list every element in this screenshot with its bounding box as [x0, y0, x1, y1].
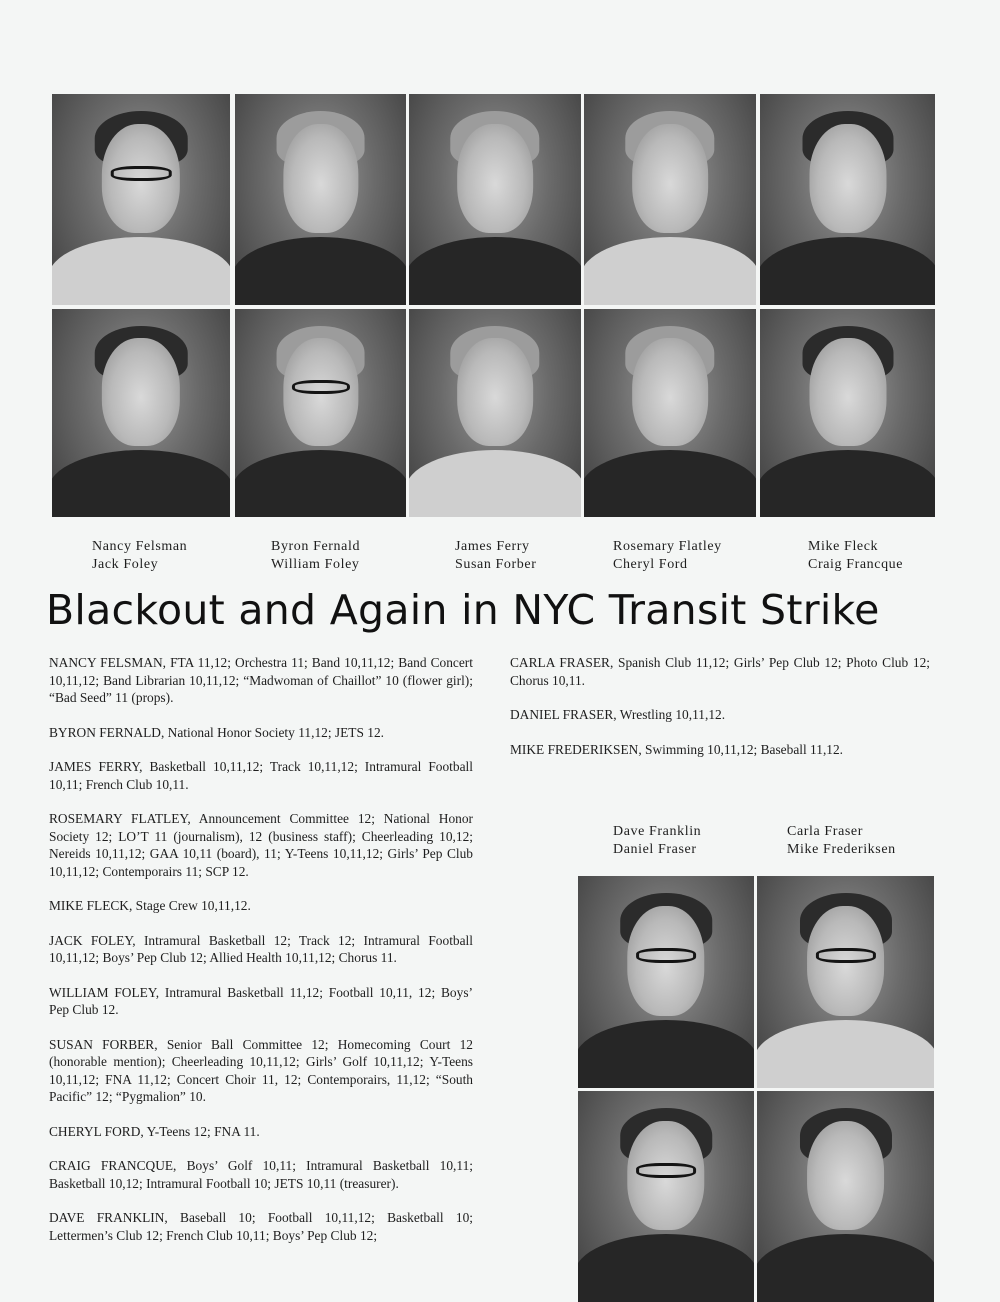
caption-name: Dave Franklin — [613, 824, 702, 839]
senior-entry: MIKE FREDERIKSEN, Swimming 10,11,12; Baseball 11,12. — [510, 741, 844, 757]
portrait-mike-fleck — [760, 94, 935, 305]
caption-name: Susan Forber — [455, 557, 537, 572]
senior-entry: SUSAN FORBER, Senior Ball Committee 12; Homecoming Court 12 (honorable mention); Cheerleading 10,11,12; Girls’ Golf 10,11,12; Y-Teens 10,11,12; FNA 11,12; Concert Choir 11, 12; Contemporairs, 11,12; “South Pacific” 12; “Pygmalion” 10. — [49, 1036, 473, 1104]
caption-name: Craig Francque — [808, 557, 904, 572]
senior-entry: NANCY FELSMAN, FTA 11,12; Orchestra 11; Band 10,11,12; Band Concert 10,11,12; Band Librarian 10,11,12; “Madwoman of Chaillot” 10 (flower girl); “Bad Seed” 11 (props). — [49, 655, 473, 705]
caption-name: Carla Fraser — [787, 824, 864, 839]
caption-name: James Ferry — [455, 539, 530, 554]
caption-name: Cheryl Ford — [613, 557, 688, 572]
caption-name: Daniel Fraser — [613, 842, 697, 857]
caption-column-3 — [455, 538, 536, 574]
page-headline: Blackout and Again in NYC Transit Strike — [46, 586, 880, 634]
senior-entry: DANIEL FRASER, Wrestling 10,11,12. — [510, 707, 726, 722]
caption-column-5 — [808, 538, 903, 574]
caption-name: Mike Fleck — [808, 539, 879, 554]
portrait-cheryl-ford — [584, 309, 756, 517]
caption-column-1 — [92, 538, 187, 574]
caption-name: Rosemary Flatley — [613, 539, 722, 554]
senior-entry: BYRON FERNALD, National Honor Society 11,12; JETS 12. — [49, 724, 385, 740]
caption-column-4 — [613, 538, 722, 574]
portrait-mike-frederiksen — [757, 1091, 934, 1302]
portrait-william-foley — [235, 309, 406, 517]
portrait-james-ferry — [409, 94, 581, 305]
caption-name: Nancy Felsman — [92, 539, 188, 554]
portrait-daniel-fraser — [578, 1091, 754, 1302]
senior-entry: CHERYL FORD, Y-Teens 12; FNA 11. — [49, 1123, 260, 1139]
caption-name: Byron Fernald — [271, 539, 361, 554]
senior-entry: CRAIG FRANCQUE, Boys’ Golf 10,11; Intramural Basketball 10,11; Basketball 10,12; Intramural Football 10; JETS 10,11 (treasurer). — [49, 1158, 473, 1191]
portrait-nancy-felsman — [52, 94, 230, 305]
portrait-byron-fernald — [235, 94, 406, 305]
caption-name: Mike Frederiksen — [787, 842, 896, 857]
caption-column-bottom-1 — [613, 823, 701, 859]
senior-entry: JAMES FERRY, Basketball 10,11,12; Track 10,11,12; Intramural Football 10,11; French Club 10,11. — [49, 759, 473, 792]
caption-name: Jack Foley — [92, 557, 159, 572]
caption-name: William Foley — [271, 557, 360, 572]
portrait-craig-francque — [760, 309, 935, 517]
senior-activities-left-column — [49, 654, 473, 1261]
caption-column-2 — [271, 538, 360, 574]
senior-entry: ROSEMARY FLATLEY, Announcement Committee 12; National Honor Society 12; LO’T 11 (journalism), 12 (business staff); Cheerleading 10,12; Nereids 10,11,12; GAA 10,11 (board), 11; Y-Teens 10,11,12; Girls’ Pep Club 10,11,12; Contemporairs 11; SCP 12. — [49, 811, 473, 879]
caption-column-bottom-2 — [787, 823, 896, 859]
senior-entry: WILLIAM FOLEY, Intramural Basketball 11,12; Football 10,11, 12; Boys’ Pep Club 12. — [49, 984, 473, 1017]
senior-entry: CARLA FRASER, Spanish Club 11,12; Girls’ Pep Club 12; Photo Club 12; Chorus 10,11. — [510, 655, 930, 688]
portrait-dave-franklin — [578, 876, 754, 1088]
portrait-jack-foley — [52, 309, 230, 517]
senior-activities-right-column — [510, 654, 930, 775]
senior-entry: JACK FOLEY, Intramural Basketball 12; Track 12; Intramural Football 10,11,12; Boys’ Pep Club 12; Allied Health 10,11,12; Chorus 11. — [49, 932, 473, 965]
portrait-susan-forber — [409, 309, 581, 517]
senior-entry: MIKE FLECK, Stage Crew 10,11,12. — [49, 898, 251, 913]
portrait-rosemary-flatley — [584, 94, 756, 305]
portrait-carla-fraser — [757, 876, 934, 1088]
senior-entry: DAVE FRANKLIN, Baseball 10; Football 10,11,12; Basketball 10; Lettermen’s Club 12; French Club 10,11; Boys’ Pep Club 12; — [49, 1210, 473, 1243]
